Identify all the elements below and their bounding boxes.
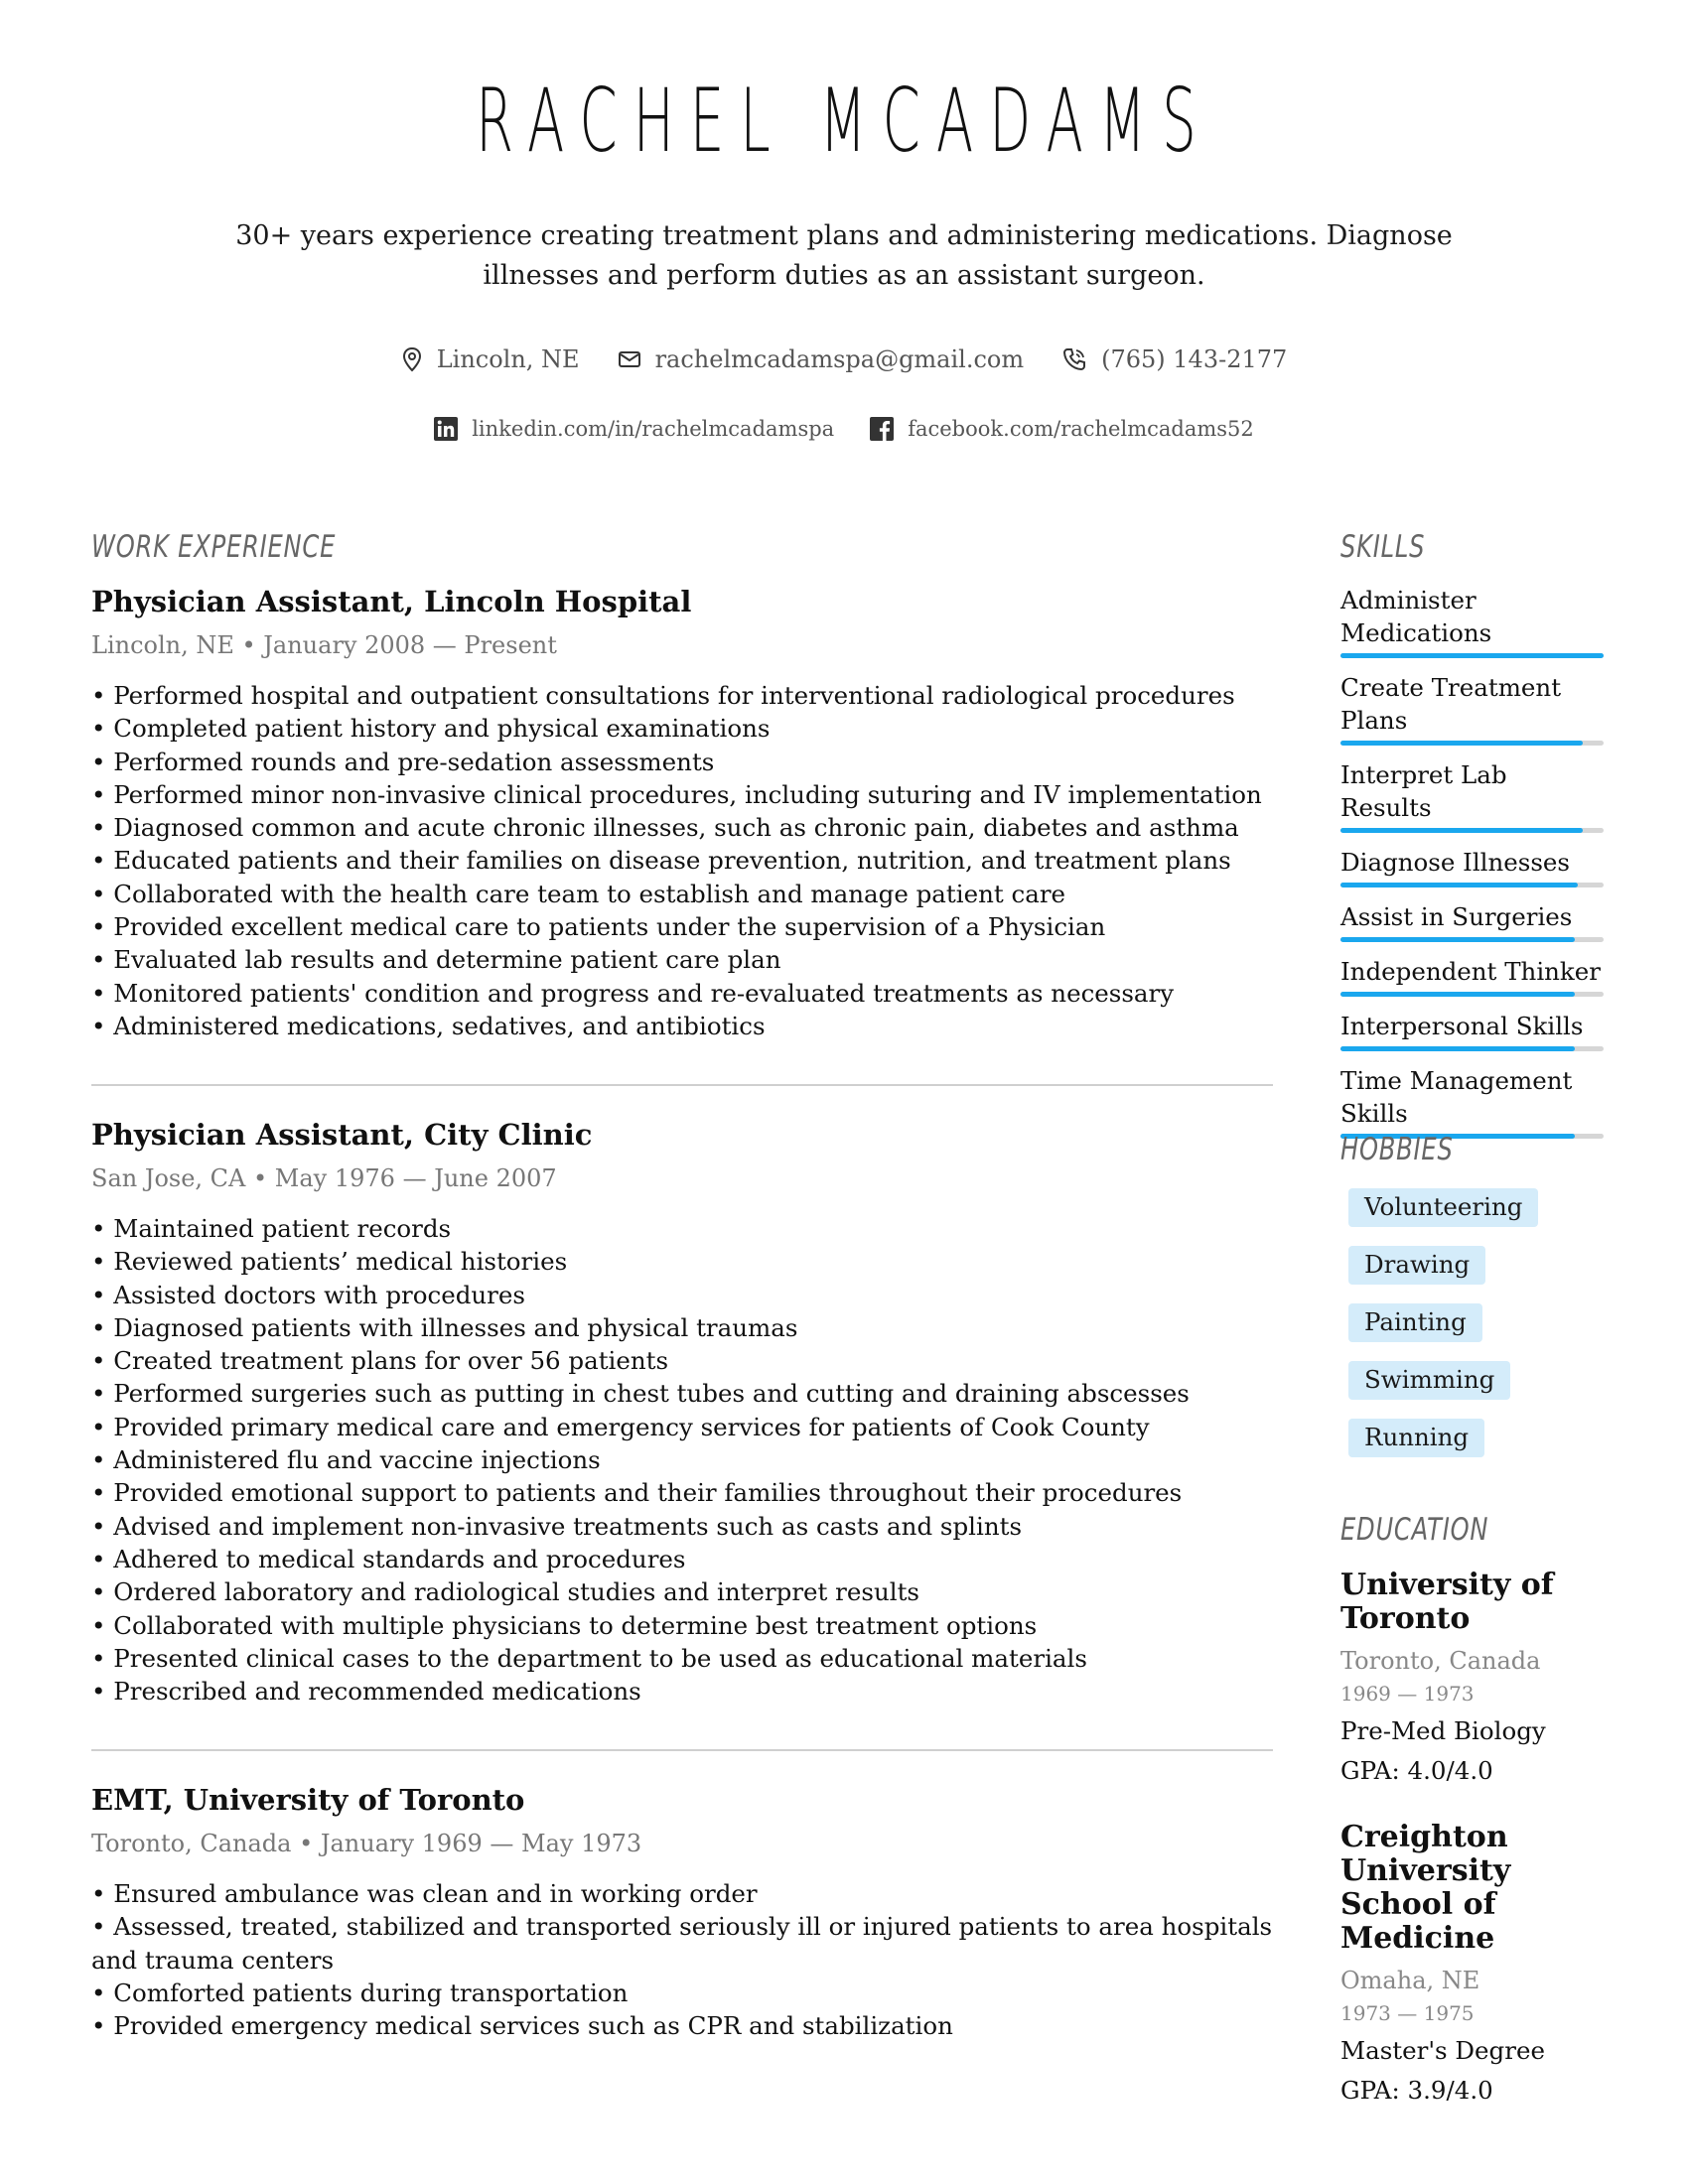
skill-level-fill — [1340, 741, 1583, 746]
phone-text[interactable]: (765) 143-2177 — [1101, 345, 1288, 373]
bullet-item: • Completed patient history and physical examinations — [91, 712, 1273, 745]
education-entry — [1340, 1569, 1604, 1787]
skill-item — [1340, 584, 1604, 658]
bullet-item: • Collaborated with multiple physicians to determine best treatment options — [91, 1609, 1273, 1642]
edu-years: 1969 — 1973 — [1340, 1682, 1475, 1706]
skill-name: Administer Medications — [1340, 586, 1492, 647]
bullet-item: • Collaborated with the health care team to establish and manage patient care — [91, 878, 1273, 910]
facebook-link[interactable]: facebook.com/rachelmcadams52 — [908, 417, 1254, 441]
job-bullets — [91, 1212, 1273, 1707]
skills-list — [1340, 584, 1604, 1152]
contact-email[interactable] — [618, 345, 1025, 373]
skill-item — [1340, 758, 1604, 833]
job-title: Physician Assistant, City Clinic — [91, 1118, 593, 1152]
divider — [91, 1749, 1273, 1751]
skill-level-bar — [1340, 937, 1604, 942]
bullet-item: • Assessed, treated, stabilized and transported seriously ill or injured patients to area hospitals and trauma centers — [91, 1910, 1273, 1977]
phone-icon — [1061, 346, 1087, 372]
linkedin-icon — [434, 417, 458, 441]
mail-icon — [618, 349, 641, 369]
skill-name: Interpret Lab Results — [1340, 760, 1507, 822]
skill-level-fill — [1340, 1046, 1575, 1051]
divider — [91, 1084, 1273, 1086]
skill-level-fill — [1340, 653, 1604, 658]
bullet-item: • Diagnosed common and acute chronic illnesses, such as chronic pain, diabetes and asthma — [91, 811, 1273, 844]
job-title: EMT, University of Toronto — [91, 1783, 525, 1817]
bullet-item: • Administered medications, sedatives, and antibiotics — [91, 1010, 1273, 1042]
skill-name: Diagnose Illnesses — [1340, 848, 1571, 877]
skill-level-fill — [1340, 992, 1575, 997]
bullet-item: • Performed surgeries such as putting in chest tubes and cutting and draining abscesses — [91, 1377, 1273, 1410]
bullet-item: • Assisted doctors with procedures — [91, 1279, 1273, 1311]
bullet-item: • Provided primary medical care and emergency services for patients of Cook County — [91, 1411, 1273, 1443]
contact-linkedin[interactable] — [434, 417, 834, 441]
hobbies-list — [1340, 1188, 1604, 1476]
bullet-item: • Monitored patients' condition and progress and re-evaluated treatments as necessary — [91, 977, 1273, 1010]
bullet-item: • Created treatment plans for over 56 patients — [91, 1344, 1273, 1377]
hobby-tag: Volunteering — [1348, 1188, 1538, 1227]
bullet-item: • Provided emotional support to patients and their families throughout their procedures — [91, 1476, 1273, 1509]
skill-item — [1340, 1064, 1604, 1139]
bullet-item: • Presented clinical cases to the department to be used as educational materials — [91, 1642, 1273, 1675]
skill-level-fill — [1340, 937, 1575, 942]
skill-item — [1340, 900, 1604, 942]
bullet-item: • Ensured ambulance was clean and in working order — [91, 1877, 1273, 1910]
job-meta: Lincoln, NE • January 2008 — Present — [91, 631, 557, 659]
edu-years: 1973 — 1975 — [1340, 2001, 1475, 2025]
skill-item — [1340, 671, 1604, 746]
bullet-item: • Evaluated lab results and determine patient care plan — [91, 943, 1273, 976]
skill-level-bar — [1340, 828, 1604, 833]
location-text: Lincoln, NE — [436, 345, 580, 373]
facebook-icon — [870, 417, 894, 441]
resume-name: RACHEL MCADAMS — [476, 69, 1212, 172]
resume-summary: 30+ years experience creating treatment plans and administering medications. Diagnose illnesses and perform duties as an assistant surgeon. — [235, 220, 1453, 291]
skill-name: Independent Thinker — [1340, 957, 1601, 986]
bullet-item: • Educated patients and their families on disease prevention, nutrition, and treatment plans — [91, 844, 1273, 877]
job-bullets — [91, 679, 1273, 1042]
education-entry — [1340, 1821, 1604, 2107]
location-pin-icon — [401, 346, 423, 372]
bullet-item: • Adhered to medical standards and procedures — [91, 1543, 1273, 1575]
skill-level-bar — [1340, 1046, 1604, 1051]
skill-level-fill — [1340, 883, 1578, 887]
bullet-item: • Administered flu and vaccine injections — [91, 1443, 1273, 1476]
skill-level-bar — [1340, 741, 1604, 746]
hobbies-heading: HOBBIES — [1340, 1132, 1454, 1167]
edu-gpa: GPA: 3.9/4.0 — [1340, 2076, 1493, 2105]
contact-row-social — [0, 417, 1688, 441]
education-heading: EDUCATION — [1340, 1512, 1489, 1548]
email-link[interactable]: rachelmcadamspa@gmail.com — [654, 345, 1025, 373]
bullet-item: • Provided emergency medical services such as CPR and stabilization — [91, 2009, 1273, 2042]
bullet-item: • Comforted patients during transportation — [91, 1977, 1273, 2009]
bullet-item: • Performed rounds and pre-sedation assessments — [91, 746, 1273, 778]
bullet-item: • Diagnosed patients with illnesses and physical traumas — [91, 1311, 1273, 1344]
hobby-tag: Running — [1348, 1419, 1484, 1457]
bullet-item: • Maintained patient records — [91, 1212, 1273, 1245]
skills-heading: SKILLS — [1340, 529, 1426, 565]
job-bullets — [91, 1877, 1273, 2042]
job-title: Physician Assistant, Lincoln Hospital — [91, 585, 692, 618]
edu-location: Omaha, NE — [1340, 1967, 1480, 1994]
edu-degree: Pre-Med Biology — [1340, 1716, 1546, 1745]
bullet-item: • Ordered laboratory and radiological studies and interpret results — [91, 1575, 1273, 1608]
bullet-item: • Prescribed and recommended medications — [91, 1675, 1273, 1707]
bullet-item: • Advised and implement non-invasive treatments such as casts and splints — [91, 1510, 1273, 1543]
hobby-tag: Painting — [1348, 1303, 1482, 1342]
edu-gpa: GPA: 4.0/4.0 — [1340, 1756, 1493, 1785]
linkedin-link[interactable]: linkedin.com/in/rachelmcadamspa — [472, 417, 835, 441]
bullet-item: • Reviewed patients’ medical histories — [91, 1245, 1273, 1278]
bullet-item: • Performed hospital and outpatient consultations for interventional radiological procedures — [91, 679, 1273, 712]
bullet-item: • Provided excellent medical care to patients under the supervision of a Physician — [91, 910, 1273, 943]
contact-phone[interactable] — [1061, 345, 1287, 373]
contact-row-primary — [0, 345, 1688, 373]
skill-level-bar — [1340, 992, 1604, 997]
job-meta: Toronto, Canada • January 1969 — May 1973 — [91, 1830, 642, 1857]
skill-name: Create Treatment Plans — [1340, 673, 1562, 735]
work-experience-heading: WORK EXPERIENCE — [91, 529, 337, 565]
skill-level-bar — [1340, 653, 1604, 658]
job-entry — [91, 584, 1273, 1042]
hobby-tag: Swimming — [1348, 1361, 1510, 1400]
hobby-tag: Drawing — [1348, 1246, 1485, 1285]
job-entry — [91, 1117, 1273, 1707]
edu-degree: Master's Degree — [1340, 2036, 1545, 2065]
skill-name: Interpersonal Skills — [1340, 1012, 1584, 1040]
job-meta: San Jose, CA • May 1976 — June 2007 — [91, 1164, 557, 1192]
edu-school: University of Toronto — [1340, 1568, 1554, 1636]
edu-location: Toronto, Canada — [1340, 1647, 1541, 1675]
edu-school: Creighton University School of Medicine — [1340, 1820, 1511, 1956]
skill-item — [1340, 846, 1604, 887]
skill-name: Assist in Surgeries — [1340, 902, 1573, 931]
contact-location — [401, 345, 580, 373]
job-entry — [91, 1782, 1273, 2042]
bullet-item: • Performed minor non-invasive clinical procedures, including suturing and IV implementation — [91, 778, 1273, 811]
contact-facebook[interactable] — [870, 417, 1254, 441]
skill-name: Time Management Skills — [1340, 1066, 1573, 1128]
skill-level-bar — [1340, 883, 1604, 887]
skill-item — [1340, 955, 1604, 997]
skill-level-fill — [1340, 828, 1583, 833]
skill-item — [1340, 1010, 1604, 1051]
